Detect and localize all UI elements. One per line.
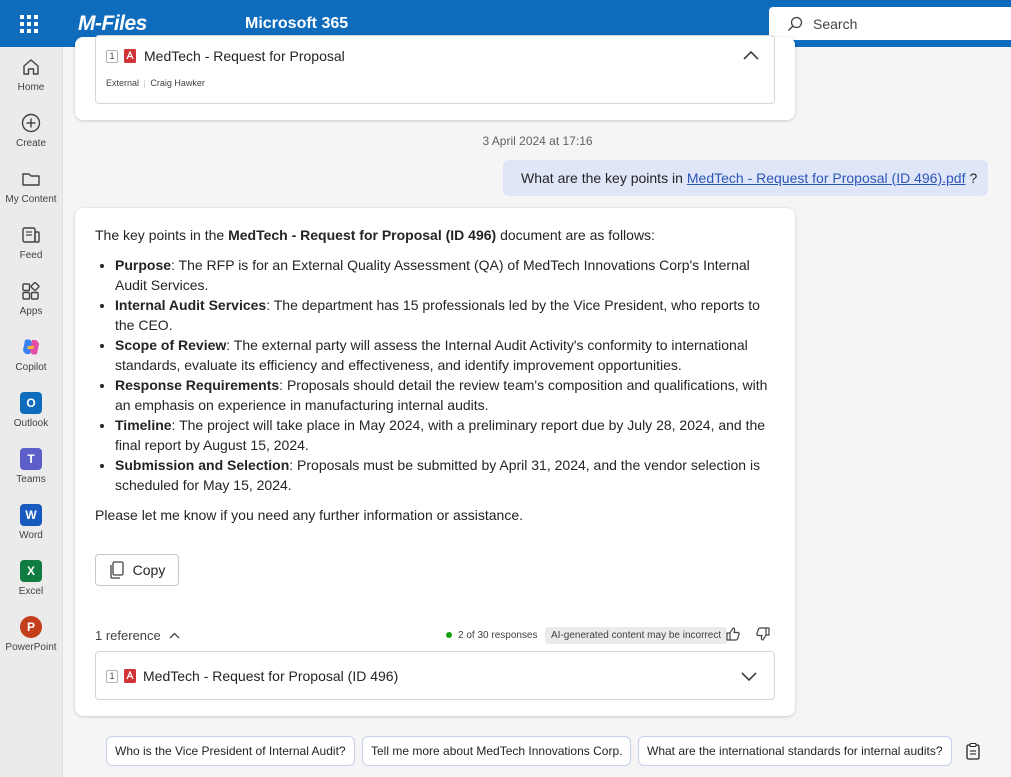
intro-post: document are as follows: [500, 227, 655, 243]
user-message-prefix: What are the key points in [521, 170, 683, 186]
feed-icon [20, 224, 42, 246]
answer-intro [95, 225, 780, 245]
bullet-text: The RFP is for an External Quality Assessment (QA) of MedTech Innovations Corp's Internal Audit Services. [115, 257, 750, 293]
rail-item-copilot[interactable] [0, 327, 62, 383]
suggestion-chip[interactable]: Tell me more about MedTech Innovations Corp. [362, 736, 631, 766]
rail-label: Excel [18, 586, 44, 597]
bullet-text: Proposals should detail the review team's composition and qualifications, with an emphasis on experience in manufacturing internal audits. [115, 377, 768, 413]
brand-logo[interactable]: M-Files [78, 11, 147, 35]
bullet-text: Proposals must be submitted by April 31, 2024, and the vendor selection is scheduled for May 15, 2024. [115, 457, 761, 493]
reference-card[interactable] [95, 651, 775, 700]
intro-pre: The key points in the [95, 227, 225, 243]
answer-card [75, 208, 795, 716]
bullet-title: Purpose [115, 257, 172, 273]
response-counter [446, 630, 538, 641]
message-timestamp: 3 April 2024 at 17:16 [482, 134, 593, 148]
pdf-icon [124, 49, 136, 63]
reference-card[interactable]: 1 MedTech - Request for Proposal External | Craig Hawker [95, 35, 775, 104]
folder-icon [20, 168, 42, 190]
plus-circle-icon [20, 112, 42, 134]
copy-button[interactable] [95, 554, 179, 586]
rail-label: Word [19, 530, 43, 541]
apps-icon [20, 280, 42, 302]
list-item: • Response Requirements: Proposals should detail the review team's composition and qualifications, with an emphasis on experience in manufacturing internal audits. [115, 375, 780, 415]
prompt-guide-icon[interactable] [966, 743, 980, 760]
list-item: • Purpose: The RFP is for an External Quality Assessment (QA) of MedTech Innovations Corp's Internal Audit Services. [115, 255, 780, 295]
bullet-title: Response Requirements [115, 377, 280, 393]
word-icon: W [20, 504, 42, 526]
rail-label: PowerPoint [5, 642, 57, 653]
bullet-title: Timeline [115, 417, 172, 433]
rail-item-teams[interactable] [0, 439, 62, 495]
bullet-title: Internal Audit Services [115, 297, 267, 313]
answer-closing: Please let me know if you need any further information or assistance. [95, 507, 523, 523]
rail-item-home[interactable] [0, 47, 62, 103]
user-message [503, 160, 988, 196]
document-link[interactable]: MedTech - Request for Proposal (ID 496).pdf [686, 170, 966, 186]
home-icon [20, 56, 42, 78]
app-launcher-icon[interactable] [0, 0, 58, 47]
reference-title: MedTech - Request for Proposal (ID 496) [143, 668, 399, 684]
rail-item-feed[interactable] [0, 215, 62, 271]
answer-text [95, 225, 780, 525]
thumbs-up-icon[interactable] [725, 626, 741, 642]
list-item: • Submission and Selection: Proposals must be submitted by April 31, 2024, and the vendor selection is scheduled for May 15, 2024. [115, 455, 780, 495]
previous-response-card [75, 37, 795, 120]
reference-meta-author: Craig Hawker [150, 78, 205, 88]
response-count-text: 2 of 30 responses [458, 629, 538, 641]
suite-title[interactable]: Microsoft 365 [245, 14, 349, 32]
list-item: • Internal Audit Services: The department has 15 professionals led by the Vice President, who reports to the CEO. [115, 295, 780, 335]
excel-icon: X [20, 560, 42, 582]
search-placeholder: Search [813, 15, 858, 32]
chat-area [64, 47, 1011, 777]
copilot-icon [20, 336, 42, 358]
reference-number: 1 [106, 670, 118, 683]
search-box[interactable] [769, 7, 1011, 40]
rail-label: Copilot [15, 362, 47, 373]
chevron-up-icon[interactable] [169, 632, 180, 639]
bullet-text: The department has 15 professionals led by the Vice President, who reports to the CEO. [115, 297, 760, 333]
left-rail [0, 47, 63, 777]
user-message-suffix: ? [969, 170, 978, 186]
rail-item-my-content[interactable] [0, 159, 62, 215]
outlook-icon: O [20, 392, 42, 414]
list-item: • Timeline: The project will take place in May 2024, with a preliminary report due by July 28, 2024, and the final report by August 15, 2024. [115, 415, 780, 455]
rail-label: Apps [19, 306, 43, 317]
bullet-text: The external party will assess the Internal Audit Activity's conformity to international standards, evaluate its efficiency and effectiveness, and identify improvement opportunities. [115, 337, 748, 373]
copy-icon [109, 561, 125, 579]
reference-footer [95, 626, 775, 644]
rail-item-word[interactable] [0, 495, 62, 551]
rail-item-excel[interactable] [0, 551, 62, 607]
ai-disclaimer-badge: AI-generated content may be incorrect [545, 627, 727, 644]
chevron-up-icon[interactable] [743, 50, 759, 60]
intro-document-name: MedTech - Request for Proposal (ID 496) [228, 227, 497, 243]
chevron-down-icon[interactable] [741, 672, 757, 682]
bullet-text: The project will take place in May 2024, with a preliminary report due by July 28, 2024, and the final report by August 15, 2024. [115, 417, 766, 453]
suggestion-chip[interactable]: Who is the Vice President of Internal Audit? [106, 736, 355, 766]
key-points-list [115, 255, 780, 495]
suggestion-chip[interactable]: What are the international standards for internal audits? [638, 736, 952, 766]
powerpoint-icon: P [20, 616, 42, 638]
pdf-icon [124, 669, 136, 683]
teams-icon: T [20, 448, 42, 470]
copy-label: Copy [132, 562, 166, 578]
reference-title: MedTech - Request for Proposal [144, 48, 345, 64]
references-toggle[interactable]: 1 reference [95, 627, 161, 643]
rail-item-powerpoint[interactable] [0, 607, 62, 663]
rail-item-outlook[interactable] [0, 383, 62, 439]
rail-item-apps[interactable] [0, 271, 62, 327]
rail-label: Create [15, 138, 46, 149]
bullet-title: Submission and Selection [115, 457, 290, 473]
rail-label: Outlook [13, 418, 49, 429]
rail-label: My Content [5, 194, 57, 205]
reference-number: 1 [106, 50, 118, 63]
rail-item-create[interactable] [0, 103, 62, 159]
reference-meta-type: External [106, 78, 140, 88]
rail-label: Home [17, 82, 45, 93]
rail-label: Feed [19, 250, 43, 261]
list-item: • Scope of Review: The external party will assess the Internal Audit Activity's conformity to international standards, evaluate its efficiency and effectiveness, and identify improvement opportunities. [115, 335, 780, 375]
rail-label: Teams [16, 474, 46, 485]
bullet-title: Scope of Review [115, 337, 227, 353]
search-icon [787, 16, 803, 32]
thumbs-down-icon[interactable] [755, 626, 771, 642]
status-dot [446, 632, 452, 638]
